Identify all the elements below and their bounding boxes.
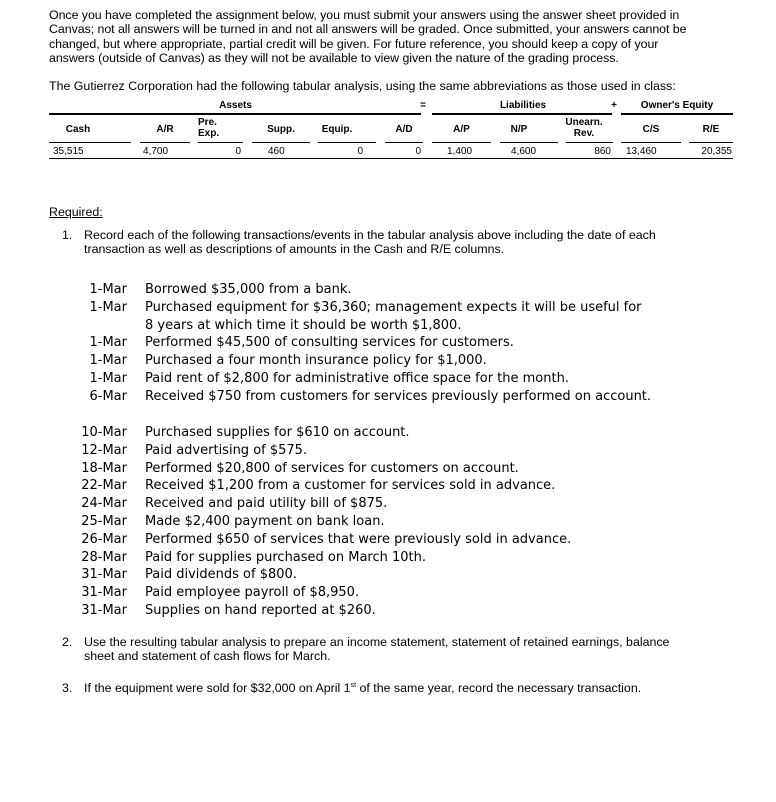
transaction-date: 1-Mar <box>89 299 127 315</box>
transaction-desc: Performed $20,800 of services for customers on account. <box>145 460 519 476</box>
equip-value: 0 <box>357 146 363 157</box>
col-rule <box>432 142 491 143</box>
item-number: 2. <box>62 635 73 649</box>
group-header-owners-equity: Owner's Equity <box>640 100 714 111</box>
transaction-date: 31-Mar <box>81 602 127 618</box>
transaction-desc: Received $1,200 from a customer for services sold in advance. <box>145 478 556 494</box>
instructions-line: answers (outside of Canvas) as they will not be available to view given the nature of the grading process. <box>49 51 619 66</box>
liabilities-rule <box>432 113 612 115</box>
cash-value: 35,515 <box>53 146 84 157</box>
instructions-line: changed, but where appropriate, partial credit will be given. For future reference, you should keep a copy of your <box>49 36 659 51</box>
transaction-desc: Received $750 from customers for services previously performed on account. <box>145 388 652 404</box>
item-text: of the same year, record the necessary transaction. <box>356 681 642 695</box>
instructions-line: Once you have completed the assignment below, you must submit your answers using the answer sheet provided in <box>49 8 680 22</box>
transaction-date: 1-Mar <box>89 335 127 351</box>
col-rule <box>252 142 310 143</box>
transaction-desc: Purchased supplies for $610 on account. <box>145 425 410 440</box>
item-text: If the equipment were sold for $32,000 on April 1 <box>84 681 351 695</box>
col-header-unearn-line2: Rev. <box>573 128 595 139</box>
col-header-ad: A/D <box>395 124 413 135</box>
ad-value: 0 <box>415 146 421 157</box>
col-rule <box>621 142 681 143</box>
transaction-date: 25-Mar <box>81 513 127 529</box>
equity-rule <box>621 113 733 115</box>
supp-value: 460 <box>268 146 285 157</box>
col-header-cash: Cash <box>65 124 91 135</box>
transaction-desc: Purchased a four month insurance policy for $1,000. <box>145 353 487 369</box>
cs-value: 13,460 <box>626 146 657 157</box>
table-bottom-rule <box>49 158 733 159</box>
col-header-np: N/P <box>510 124 528 135</box>
transaction-date: 1-Mar <box>89 370 127 386</box>
transaction-desc: Supplies on hand reported at $260. <box>145 602 376 618</box>
transaction-desc: Received and paid utility bill of $875. <box>145 496 388 512</box>
transaction-date: 28-Mar <box>81 549 127 565</box>
group-header-liabilities: Liabilities <box>499 100 547 111</box>
transaction-date: 31-Mar <box>81 585 127 601</box>
item-text-line: Record each of the following transactions/events in the tabular analysis above including the date of each <box>84 228 656 242</box>
transaction-date: 10-Mar <box>81 425 127 440</box>
unearn-rev-value: 860 <box>594 146 611 157</box>
table-intro: The Gutierrez Corporation had the following tabular analysis, using the same abbreviations as those used in class: <box>49 79 676 93</box>
item-text-line: Use the resulting tabular analysis to prepare an income statement, statement of retained earnings, balance <box>84 635 670 649</box>
re-value: 20,355 <box>701 146 732 157</box>
col-header-equip: Equip. <box>321 124 353 135</box>
transaction-desc: 8 years at which time it should be worth $1,800. <box>145 317 462 333</box>
transaction-date: 18-Mar <box>81 460 127 476</box>
instructions-line: Canvas; not all answers will be turned in and not all answers will be graded. Once submitted, your answers cannot be <box>49 22 687 37</box>
col-rule <box>500 142 558 143</box>
assets-rule <box>49 113 421 115</box>
col-header-supp: Supp. <box>267 124 295 135</box>
transaction-desc: Borrowed $35,000 from a bank. <box>145 282 352 297</box>
col-header-re: R/E <box>702 124 720 135</box>
item-text-line: transaction as well as descriptions of amounts in the Cash and R/E columns. <box>84 242 505 257</box>
group-header-assets: Assets <box>219 100 252 111</box>
item-number: 3. <box>62 681 73 695</box>
transaction-desc: Paid dividends of $800. <box>145 567 297 583</box>
col-header-cs: C/S <box>642 124 660 135</box>
transaction-desc: Purchased equipment for $36,360; management expects it will be useful for <box>145 299 642 315</box>
item-number: 1. <box>62 228 73 242</box>
transaction-desc: Performed $650 of services that were previously sold in advance. <box>145 531 572 547</box>
transaction-desc: Paid employee payroll of $8,950. <box>145 585 360 601</box>
transaction-date: 24-Mar <box>81 496 127 512</box>
plus-sign: + <box>611 100 617 111</box>
np-value: 4,600 <box>511 146 537 157</box>
transaction-desc: Performed $45,500 of consulting services for customers. <box>145 335 514 351</box>
col-rule <box>198 142 243 143</box>
tabular-analysis-table <box>0 0 776 170</box>
ar-value: 4,700 <box>143 146 169 157</box>
col-header-pre-exp-line1: Pre. <box>198 117 217 128</box>
transaction-date: 26-Mar <box>81 531 127 547</box>
col-rule <box>318 142 376 143</box>
required-heading: Required: <box>49 205 103 219</box>
item-text-line: sheet and statement of cash flows for March. <box>84 649 331 664</box>
col-rule <box>566 142 613 143</box>
ap-value: 1,400 <box>447 146 473 157</box>
pre-exp-value: 0 <box>235 146 241 157</box>
col-header-ap: A/P <box>453 124 470 135</box>
transaction-date: 22-Mar <box>81 478 127 494</box>
col-header-ar: A/R <box>156 124 174 135</box>
col-rule <box>140 142 190 143</box>
transaction-desc: Paid for supplies purchased on March 10th. <box>145 549 427 565</box>
col-header-unearn-line1: Unearn. <box>565 117 603 128</box>
col-header-pre-exp-line2: Exp. <box>198 128 220 139</box>
transaction-desc: Paid advertising of $575. <box>145 442 308 458</box>
transaction-date: 12-Mar <box>81 442 127 458</box>
transaction-desc: Paid rent of $2,800 for administrative office space for the month. <box>145 370 569 386</box>
col-rule <box>689 142 733 143</box>
col-rule <box>385 142 423 143</box>
transaction-date: 1-Mar <box>89 353 127 369</box>
transaction-date: 6-Mar <box>89 388 127 404</box>
equals-sign: = <box>420 100 426 111</box>
transaction-date: 31-Mar <box>81 567 127 583</box>
col-rule <box>49 142 131 143</box>
transaction-desc: Made $2,400 payment on bank loan. <box>145 513 385 529</box>
ordinal-suffix: st <box>350 682 357 689</box>
transaction-date: 1-Mar <box>89 282 127 297</box>
